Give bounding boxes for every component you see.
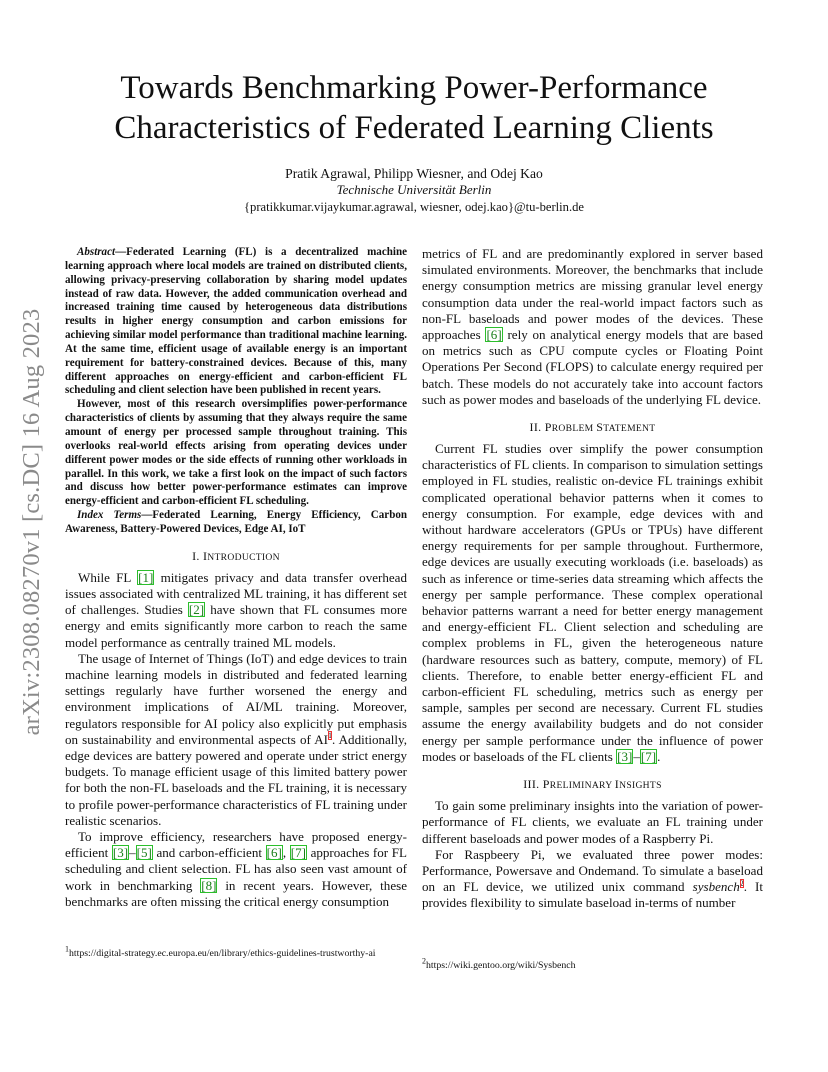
footnote-2: $^2$https://wiki.gentoo.org/wiki/Sysbench — [422, 956, 576, 971]
section-heading-preliminary-insights: III. PRELIMINARY INSIGHTS — [523, 777, 662, 792]
arxiv-sidebar — [14, 272, 50, 772]
title-line-2: Characteristics of Federated Learning Clients — [114, 110, 714, 146]
sysbench-command: sysbench — [692, 879, 740, 895]
affiliation: Technische Universität Berlin — [336, 182, 492, 197]
arxiv-identifier: arXiv:2308.08270v1 [cs.DC] 16 Aug 2023 — [18, 308, 45, 736]
insights-paragraph-1: To gain some preliminary insights into the variation of power-performance of FL clients, we evaluate an FL training under different baseloads and power modes of a Raspberry Pi. — [422, 798, 763, 846]
footnote-link[interactable]: 2 — [739, 878, 744, 888]
left-column — [65, 246, 407, 910]
citation-link[interactable]: [6] — [266, 845, 282, 861]
intro-paragraph-3: To improve efficiency, researchers have proposed energy-efficient [3]–[5] and carbon-efficient [6], [7] approaches for FL scheduling and client selection. FL has also seen vast amount of work in benchmarking [8] in recent years. However, these benchmarks are often missing the critical energy consumption — [65, 828, 407, 909]
intro-paragraph-2: The usage of Internet of Things (IoT) and edge devices to train machine learning models in distributed and federated learning settings regularly have further worsened the energy and environment implications of AI/ML training. Moreover, regulators responsible for AI policy also explicitly put emphasis on sustainability and environmental aspects of AI$^1$. Additionally, edge devices are battery powered and operate under strict energy budgets. To manage efficient usage of this limited battery power for both the non-FL baseloads and the FL training, it is necessary to profile power-performance characteristics of FL training under realistic scenarios. — [65, 650, 407, 828]
abstract-label: Abstract — [77, 246, 116, 258]
abstract-paragraph-1: Abstract—Federated Learning (FL) is a decentralized machine learning approach where local models are trained on distributed clients, allowing privacy-preserving collaboration by sharing model updates instead of raw data. However, the added communication overhead and increased training time caused by heterogeneous data distributions results in higher energy consumption and carbon emissions for achieving similar model performance than traditional machine learning. At the same time, efficient usage of available energy is an important requirement for battery-constrained devices. Because of this, many different approaches on energy-efficient and carbon-efficient FL scheduling and client selection have been published in recent years. — [65, 246, 407, 397]
citation-link[interactable]: [8] — [201, 877, 217, 893]
footnote-1: $^1$https://digital-strategy.ec.europa.eu/en/library/ethics-guidelines-trustworthy-ai — [65, 944, 376, 959]
footnote-link[interactable]: 1 — [327, 731, 332, 741]
section-heading-introduction: I. INTRODUCTION — [192, 548, 280, 563]
citation-link[interactable]: [3] — [112, 845, 129, 861]
citation-link[interactable]: [2] — [188, 602, 205, 618]
citation-link[interactable]: [5] — [136, 845, 152, 861]
section-heading-problem-statement: II. PROBLEM STATEMENT — [529, 420, 656, 435]
citation-link[interactable]: [7] — [290, 845, 306, 861]
title-line-1: Towards Benchmarking Power-Performance — [120, 70, 708, 106]
intro-continuation: metrics of FL and are predominantly explored in server based simulated environments. Moreover, the benchmarks that include energy consumption metrics are missing granular level energy consumption data under the real-world impact factors such as non-FL baseloads and power modes of the devices. These approaches [6] rely on analytical energy models that are based on metrics such as CPU compute cycles or Floating Point Operations Per Second (FLOPS) to calculate energy required per batch. These models do not accurately take into account factors such as power modes and baseloads of the underlying FL device. — [422, 246, 763, 407]
citation-link[interactable]: [6] — [486, 327, 502, 343]
footnote-2-url[interactable]: https://wiki.gentoo.org/wiki/Sysbench — [426, 960, 576, 971]
intro-paragraph-1: While FL [1] mitigates privacy and data transfer overhead issues associated with centralized ML training, it has different set of challenges. Studies [2] have shown that FL consumes more energy and emits significantly more carbon to reach the same model performance as centrally trained ML models. — [65, 569, 407, 650]
abstract-paragraph-2: However, most of this research oversimplifies power-performance characteristics of clients by assuming that they always require the same amount of energy per processed sample throughout training. This overlooks real-world effects arising from operating devices under different power modes or the side effects of running other workloads in parallel. In this work, we take a first look on the impact of such factors and discuss how better power-performance estimates can improve energy-efficient and carbon-efficient FL scheduling. — [65, 398, 407, 508]
author-list: Pratik Agrawal, Philipp Wiesner, and Odej Kao — [285, 166, 543, 181]
paper-title — [80, 68, 748, 148]
index-terms-label: Index Terms — [77, 509, 142, 522]
insights-paragraph-2: For Raspbeery Pi, we evaluated three power modes: Performance, Powersave and Ondemand. To simulate a baseload on an FL device, we utilized unix command sysbench$^2$. It provides flexibility to simulate baseload in-terms of number — [422, 846, 763, 911]
citation-link[interactable]: [3] — [617, 748, 633, 764]
index-terms: Index Terms—Federated Learning, Energy Efficiency, Carbon Awareness, Battery-Powered Devices, Edge AI, IoT — [65, 509, 408, 535]
right-column — [422, 246, 763, 912]
citation-link[interactable]: [1] — [138, 569, 154, 585]
problem-statement-paragraph: Current FL studies over simplify the power consumption characteristics of FL clients. In comparison to simulation settings employed in FL studies, realistic on-device FL trainings exhibit complicated operational behavior patterns when it comes to energy consumption. For example, edge devices with and without hardware accelerators (GPUs or TPUs) have different energy requirements for per sample throughout. Furthermore, edge devices are usually executing workloads (i.e. baseloads) as such as inference or time-series data streaming which affects the energy per sample performance. These complex operational behavior patterns warrant a need for better energy management and energy-efficient FL. Client selection and scheduling are complex problems in FL, given the heterogeneous nature (hardware resources such as battery, compute, memory) of FL clients. Therefore, to enable better energy-efficient FL and carbon-efficient FL scheduling, metrics such as energy per sample, samples per second are necessary. Current FL studies assume the energy availability budgets and do not consider energy per sample performance under the influence of power modes or baseloads of the FL clients [3]–[7]. — [422, 441, 763, 764]
footnote-1-url[interactable]: https://digital-strategy.ec.europa.eu/en/library/ethics-guidelines-trustworthy-ai — [69, 948, 376, 959]
author-emails: {pratikkumar.vijaykumar.agrawal, wiesner, odej.kao}@tu-berlin.de — [243, 200, 585, 214]
citation-link[interactable]: [7] — [640, 748, 657, 764]
